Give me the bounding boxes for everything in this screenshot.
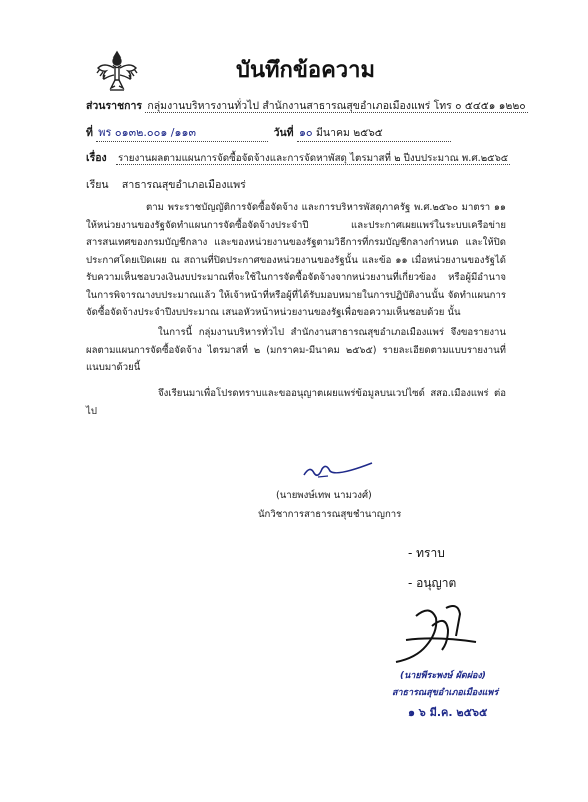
garuda-emblem-icon xyxy=(94,48,140,94)
department-label: ส่วนราชการ xyxy=(86,100,143,112)
to-value: สาธารณสุขอำเภอเมืองแพร่ xyxy=(121,179,246,191)
department-value: กลุ่มงานบริหารงานทั่วไป สำนักงานสาธารณสุขอำเภอเมืองแพร่ โทร ๐ ๕๔๕๑ ๑๒๒๐ xyxy=(147,100,526,112)
body-paragraph-3: จึงเรียนมาเพื่อโปรดทราบและขออนุญาตเผยแพร่ข้อมูลบนเวปไซด์ สสอ.เมืองแพร่ ต่อไป xyxy=(86,388,506,417)
author-position: นักวิชาการสาธารณสุขชำนาญการ xyxy=(258,509,402,520)
salutation-line xyxy=(86,176,246,193)
subject-value: รายงานผลตามแผนการจัดซื้อจัดจ้างและการจัดหาพัสดุ ไตรมาสที่ ๒ ปีงบประมาณ พ.ศ.๒๕๖๕ xyxy=(118,153,509,164)
date-month-year: มีนาคม ๒๕๖๕ xyxy=(316,127,383,139)
reference-label: ที่ xyxy=(86,127,93,139)
body-paragraph-2: ในการนี้ กลุ่มงานบริหารทั่วไป สำนักงานสาธารณสุขอำเภอเมืองแพร่ จึงขอรายงานผลตามแผนการจัดซื้อจัดจ้าง ไตรมาสที่ ๒ (มกราคม-มีนาคม ๒๕๖๕) รายละเอียดตามแบบรายงานที่แนบมาด้วยนี้ xyxy=(86,327,506,373)
reference-number: พร ๐๑๓๒.๐๐๑ /๑๑๓ xyxy=(98,126,196,139)
approver-signature-icon xyxy=(386,596,496,666)
handwritten-note-approved: - อนุญาต xyxy=(408,576,457,590)
approver-position-stamp: สาธารณสุขอำเภอเมืองแพร่ xyxy=(392,688,499,698)
subject-label: เรื่อง xyxy=(86,152,107,164)
to-label: เรียน xyxy=(86,179,109,191)
date-value xyxy=(297,123,451,142)
memo-title: บันทึกข้อความ xyxy=(236,57,376,83)
approval-date-stamp: ๑ ๖ มี.ค. ๒๕๖๕ xyxy=(408,706,488,719)
subject-line xyxy=(86,149,510,166)
reference-line xyxy=(86,123,451,142)
department-line xyxy=(86,97,528,114)
author-name: (นายพงษ์เทพ นามวงศ์) xyxy=(276,490,372,501)
approver-name-stamp: (นายพีระพงษ์ ผัดผ่อง) xyxy=(400,671,486,681)
body-paragraph-1: ตาม พระราชบัญญัติการจัดซื้อจัดจ้าง และการบริหารพัสดุภาครัฐ พ.ศ.๒๕๖๐ มาตรา ๑๑ ให้หน่วยงานของรัฐจัดทำแผนการจัดซื้อจัดจ้างประจำปี และประกาศเผยแพร่ในระบบเครือข่ายสารสนเทศของกรมบัญชีกลาง และของหน่วยงานของรัฐตามวิธีการที่กรมบัญชีกลางกำหนด และให้ปิดประกาศโดยเปิดเผย ณ สถานที่ปิดประกาศของหน่วยงานของรัฐนั้น และข้อ ๑๑ เมื่อหน่วยงานของรัฐได้รับความเห็นชอบวงเงินงบประมาณที่จะใช้ในการจัดซื้อจัดจ้างจากหน่วยงานที่เกี่ยวข้อง หรือผู้มีอำนาจในการพิจารณางบประมาณแล้ว ให้เจ้าหน้าที่หรือผู้ที่ได้รับมอบหมายในการปฏิบัติงานนั้น จัดทำแผนการจัดซื้อจัดจ้างประจำปีงบประมาณ เสนอหัวหน้าหน่วยงานของรัฐเพื่อขอความเห็นชอบด้วย นั้น xyxy=(86,202,506,318)
handwritten-note-acknowledged: - ทราบ xyxy=(408,546,445,560)
author-signature-icon xyxy=(296,457,376,485)
date-label: วันที่ xyxy=(273,127,294,139)
reference-value xyxy=(96,123,268,142)
date-day: ๑๐ xyxy=(298,126,313,139)
